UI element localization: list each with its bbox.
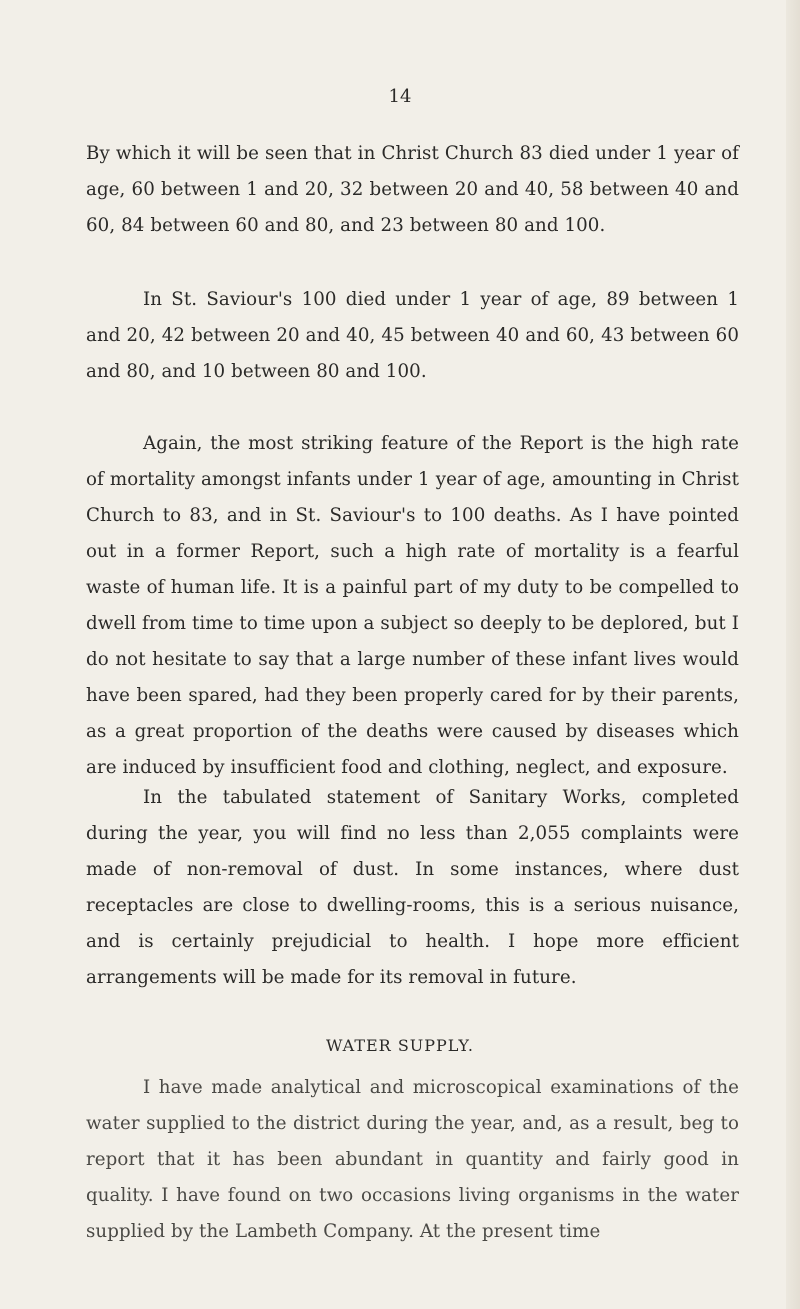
paragraph-text: By which it will be seen that in Christ Church 83 died under 1 year of age, 60 between 1 and 20, 32 between 20 and 40, 58 between 40 and 60, 84 between 60 and 80, and 23 between 80 and 100. bbox=[86, 143, 739, 236]
paragraph-dust-complaints bbox=[86, 780, 739, 996]
page-edge bbox=[786, 0, 800, 1309]
paragraph-text: I have made analytical and microscopical examinations of the water supplied to the district during the year, and, as a result, beg to report that it has been abundant in quantity and fairly good in quality. I have found on two occasions living organisms in the water supplied by the Lambeth Company. At the present time bbox=[86, 1077, 739, 1242]
page-number: 14 bbox=[388, 86, 412, 107]
paragraph-water-supply bbox=[86, 1070, 739, 1250]
section-heading-water-supply: WATER SUPPLY. bbox=[326, 1036, 474, 1055]
paragraph-text: Again, the most striking feature of the Report is the high rate of mortality amongst infants under 1 year of age, amounting in Christ Church to 83, and in St. Saviour's to 100 deaths. As I have pointed out in a former Report, such a high rate of mortality is a fearful waste of human life. It is a painful part of my duty to be compelled to dwell from time to time upon a subject so deeply to be deplored, but I do not hesitate to say that a large number of these infant lives would have been spared, had they been properly cared for by their parents, as a great proportion of the deaths were caused by diseases which are induced by insufficient food and clothing, neglect, and exposure. bbox=[86, 433, 739, 778]
paragraph-christ-church-ages bbox=[86, 136, 739, 244]
paragraph-text: In St. Saviour's 100 died under 1 year of age, 89 between 1 and 20, 42 between 20 and 40, 45 between 40 and 60, 43 between 60 and 80, and 10 between 80 and 100. bbox=[86, 289, 739, 382]
paragraph-infant-mortality bbox=[86, 426, 739, 786]
paragraph-st-saviours-ages bbox=[86, 282, 739, 390]
paragraph-text: In the tabulated statement of Sanitary Works, completed during the year, you will find no less than 2,055 complaints were made of non-removal of dust. In some instances, where dust receptacles are close to dwelling-rooms, this is a serious nuisance, and is certainly prejudicial to health. I hope more efficient arrangements will be made for its removal in future. bbox=[86, 787, 739, 988]
